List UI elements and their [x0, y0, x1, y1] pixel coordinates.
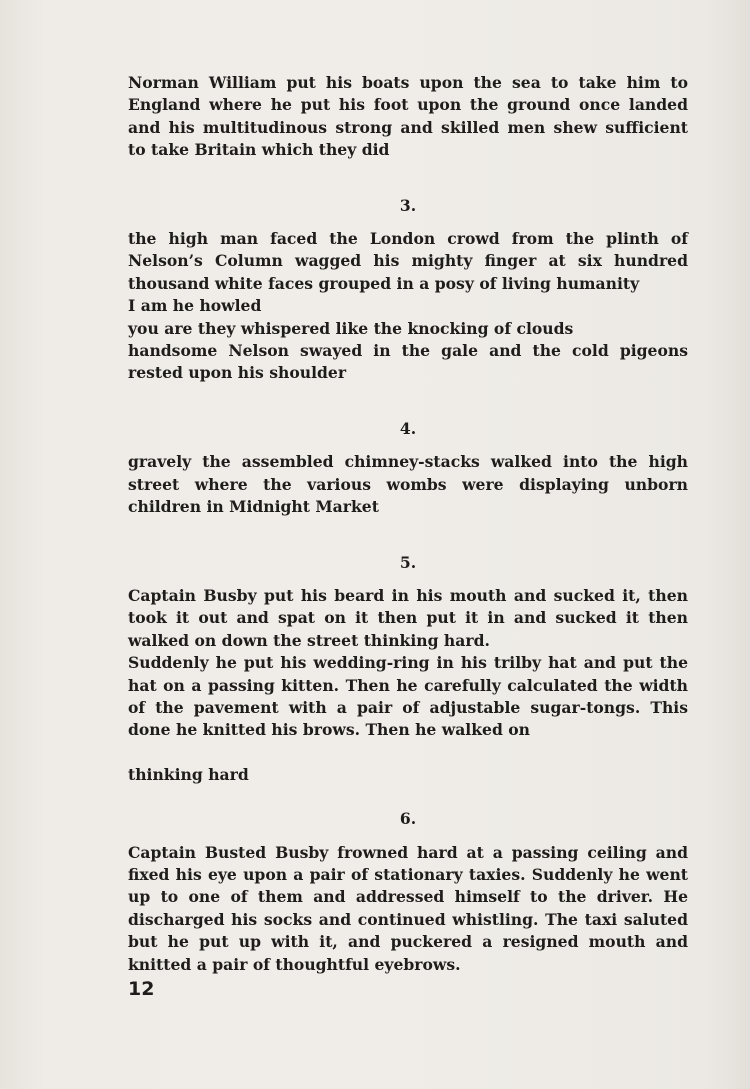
- section-5-text: Captain Busby put his beard in his mouth and sucked it, then took it out and spat on it then put it in and sucked it then walked on down the street thinking hard.: [128, 585, 688, 650]
- section-3-line-3: you are they whispered like the knocking of clouds: [128, 318, 574, 338]
- section-5-text-3: thinking hard: [128, 764, 249, 784]
- section-5-number: 5.: [399, 552, 417, 572]
- page-content: [128, 72, 688, 976]
- section-6-number: 6.: [399, 809, 417, 829]
- section-3-text: the high man faced the London crowd from the plinth of Nelson’s Column wagged his mighty finger at six hundred thousand white faces grouped in a posy of living humanity: [128, 229, 688, 293]
- page-number: 12: [128, 978, 155, 1000]
- section-1-text: Norman William put his boats upon the sea to take him to England where he put his foot upon the ground once landed and his multitudinous strong and skilled men shew sufficient to take Britain which they did: [128, 73, 688, 160]
- section-6-text: Captain Busted Busby frowned hard at a passing ceiling and fixed his eye upon a pair of stationary taxies. Suddenly he went up to one of them and addressed himself to the driver. He discharged his socks and continued whistling. The taxi saluted but he put up with it, and puckered a resigned mouth and knitted a pair of thoughtful eyebrows.: [128, 842, 688, 974]
- section-3-line-4: handsome Nelson swayed in the gale and the cold pigeons rested upon his shoulder: [128, 341, 688, 383]
- section-3-number: 3.: [399, 195, 417, 215]
- section-4-number: 4.: [399, 418, 417, 438]
- section-5-text-2: Suddenly he put his wedding-ring in his trilby hat and put the hat on a passing kitten. Then he carefully calculated the width of the pavement with a pair of adjustable sugar-tongs. This done he knitted his brows. Then he walked on: [128, 653, 688, 740]
- section-3-line-2: I am he howled: [128, 296, 262, 316]
- section-4-text: gravely the assembled chimney-stacks walked into the high street where the various wombs were displaying unborn children in Midnight Market: [128, 452, 688, 517]
